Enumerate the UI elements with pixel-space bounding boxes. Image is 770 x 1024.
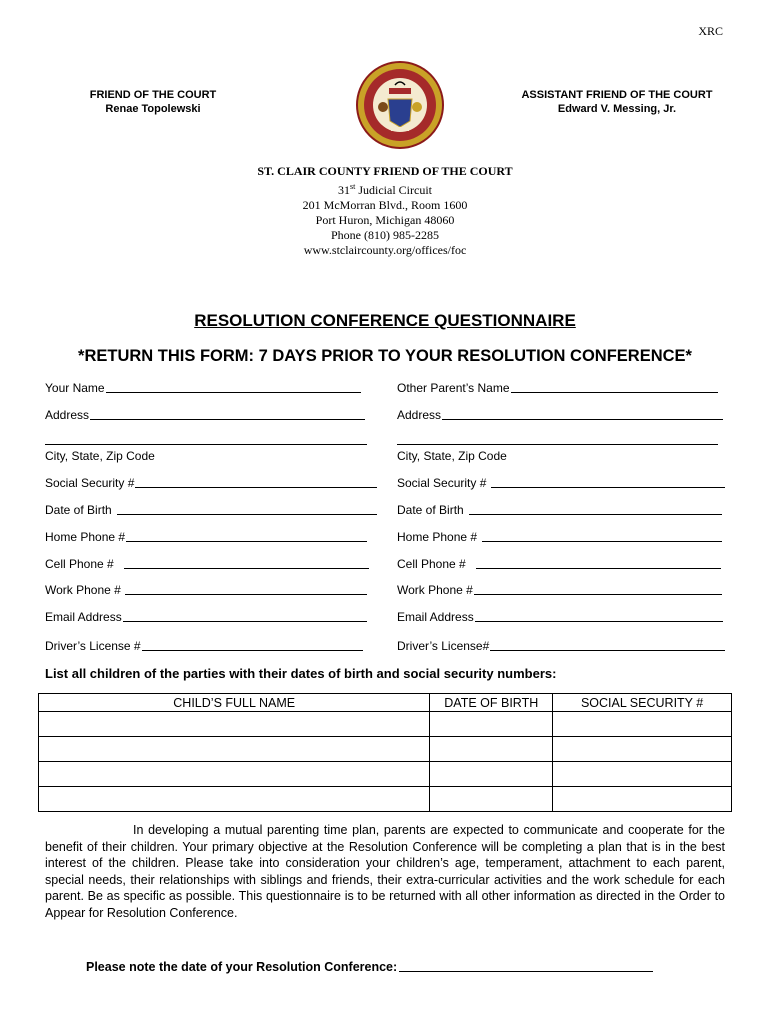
- office-circuit: 31st Judicial Circuit: [338, 182, 432, 197]
- dob-field-left[interactable]: Date of Birth: [45, 503, 377, 517]
- office-phone: Phone (810) 985-2285: [331, 228, 439, 242]
- cell-phone-line-right[interactable]: [476, 568, 721, 569]
- assistant-friend-block: [512, 88, 722, 116]
- column-social-security: SOCIAL SECURITY #: [553, 694, 732, 712]
- conference-date-line[interactable]: [399, 971, 653, 972]
- home-phone-line-left[interactable]: [126, 541, 367, 542]
- cell-phone-line-left[interactable]: [124, 568, 369, 569]
- column-date-of-birth: DATE OF BIRTH: [430, 694, 553, 712]
- work-phone-field-right[interactable]: Work Phone #: [397, 583, 722, 597]
- child-dob-cell[interactable]: [430, 712, 553, 737]
- column-child-name: CHILD’S FULL NAME: [39, 694, 430, 712]
- work-phone-line-right[interactable]: [474, 594, 722, 595]
- form-title: RESOLUTION CONFERENCE QUESTIONNAIRE: [194, 311, 576, 330]
- address-line-2-left[interactable]: [45, 444, 367, 445]
- child-dob-cell[interactable]: [430, 737, 553, 762]
- office-address-1: 201 McMorran Blvd., Room 1600: [302, 198, 468, 212]
- license-line-left[interactable]: [142, 650, 363, 651]
- email-field-left[interactable]: Email Address: [45, 610, 367, 624]
- office-website: www.stclaircounty.org/offices/foc: [303, 243, 467, 257]
- work-phone-field-left[interactable]: Work Phone #: [45, 583, 367, 597]
- child-ssn-cell[interactable]: [553, 787, 732, 812]
- form-code: XRC: [698, 24, 723, 38]
- friend-of-court-name: Renae Topolewski: [105, 103, 201, 115]
- home-phone-line-right[interactable]: [482, 541, 722, 542]
- ssn-field-left[interactable]: Social Security #: [45, 476, 377, 490]
- friend-of-court-block: [88, 88, 218, 116]
- instructions-paragraph: In developing a mutual parenting time plan, parents are expected to communicate and cooperate for the benefit of their children. Your primary objective at the Resolution Conference will be completing a plan that is in the best interest of the children. Please take into consideration your children’s age, temperament, attachment to each parent, special needs, their relationships with siblings and friends, their extra-curricular activities and the work schedule for each parent. Be as specific as possible. This questionnaire is to be returned with all other information as directed in the Order to Appear for Resolution Conference.: [45, 823, 725, 920]
- license-field-right[interactable]: Driver’s License#: [397, 639, 725, 653]
- address-field-left[interactable]: Address: [45, 408, 365, 422]
- cell-phone-field-right[interactable]: Cell Phone #: [397, 557, 721, 571]
- city-state-zip-label-right: City, State, Zip Code: [397, 449, 507, 463]
- table-row: [39, 787, 732, 812]
- child-ssn-cell[interactable]: [553, 712, 732, 737]
- email-field-right[interactable]: Email Address: [397, 610, 723, 624]
- address-line-right[interactable]: [442, 419, 723, 420]
- office-block: [0, 164, 770, 258]
- child-name-cell[interactable]: [39, 712, 430, 737]
- email-line-left[interactable]: [123, 621, 367, 622]
- ssn-field-right[interactable]: Social Security #: [397, 476, 725, 490]
- child-ssn-cell[interactable]: [553, 737, 732, 762]
- home-phone-field-left[interactable]: Home Phone #: [45, 530, 367, 544]
- license-line-right[interactable]: [490, 650, 725, 651]
- license-field-left[interactable]: Driver’s License #: [45, 639, 363, 653]
- your-name-field[interactable]: Your Name: [45, 381, 361, 395]
- assistant-friend-title: ASSISTANT FRIEND OF THE COURT: [521, 89, 713, 101]
- children-heading: List all children of the parties with their dates of birth and social security numbers:: [45, 666, 557, 681]
- work-phone-line-left[interactable]: [125, 594, 367, 595]
- cell-phone-field-left[interactable]: Cell Phone #: [45, 557, 369, 571]
- other-parent-name-line[interactable]: [511, 392, 719, 393]
- child-ssn-cell[interactable]: [553, 762, 732, 787]
- dob-field-right[interactable]: Date of Birth: [397, 503, 722, 517]
- address-line-left[interactable]: [90, 419, 365, 420]
- table-header-row: [39, 694, 732, 712]
- address-field-right[interactable]: Address: [397, 408, 723, 422]
- children-table: [38, 693, 732, 812]
- return-notice: *RETURN THIS FORM: 7 DAYS PRIOR TO YOUR RESOLUTION CONFERENCE*: [78, 347, 692, 365]
- table-row: [39, 737, 732, 762]
- child-dob-cell[interactable]: [430, 762, 553, 787]
- child-name-cell[interactable]: [39, 737, 430, 762]
- friend-of-court-title: FRIEND OF THE COURT: [89, 89, 217, 101]
- assistant-friend-name: Edward V. Messing, Jr.: [557, 103, 677, 115]
- dob-line-left[interactable]: [117, 514, 377, 515]
- your-name-line[interactable]: [106, 392, 361, 393]
- office-address-2: Port Huron, Michigan 48060: [315, 213, 455, 227]
- city-state-zip-label-left: City, State, Zip Code: [45, 449, 155, 463]
- home-phone-field-right[interactable]: Home Phone #: [397, 530, 722, 544]
- ssn-line-left[interactable]: [135, 487, 377, 488]
- dob-line-right[interactable]: [469, 514, 722, 515]
- table-row: [39, 712, 732, 737]
- ssn-line-right[interactable]: [491, 487, 725, 488]
- email-line-right[interactable]: [475, 621, 723, 622]
- table-row: [39, 762, 732, 787]
- state-seal-icon: [355, 55, 445, 155]
- child-dob-cell[interactable]: [430, 787, 553, 812]
- child-name-cell[interactable]: [39, 787, 430, 812]
- conference-date-field[interactable]: Please note the date of your Resolution Conference:: [86, 960, 653, 974]
- other-parent-name-field[interactable]: Other Parent’s Name: [397, 381, 718, 395]
- office-name: ST. CLAIR COUNTY FRIEND OF THE COURT: [257, 164, 513, 178]
- child-name-cell[interactable]: [39, 762, 430, 787]
- address-line-2-right[interactable]: [397, 444, 718, 445]
